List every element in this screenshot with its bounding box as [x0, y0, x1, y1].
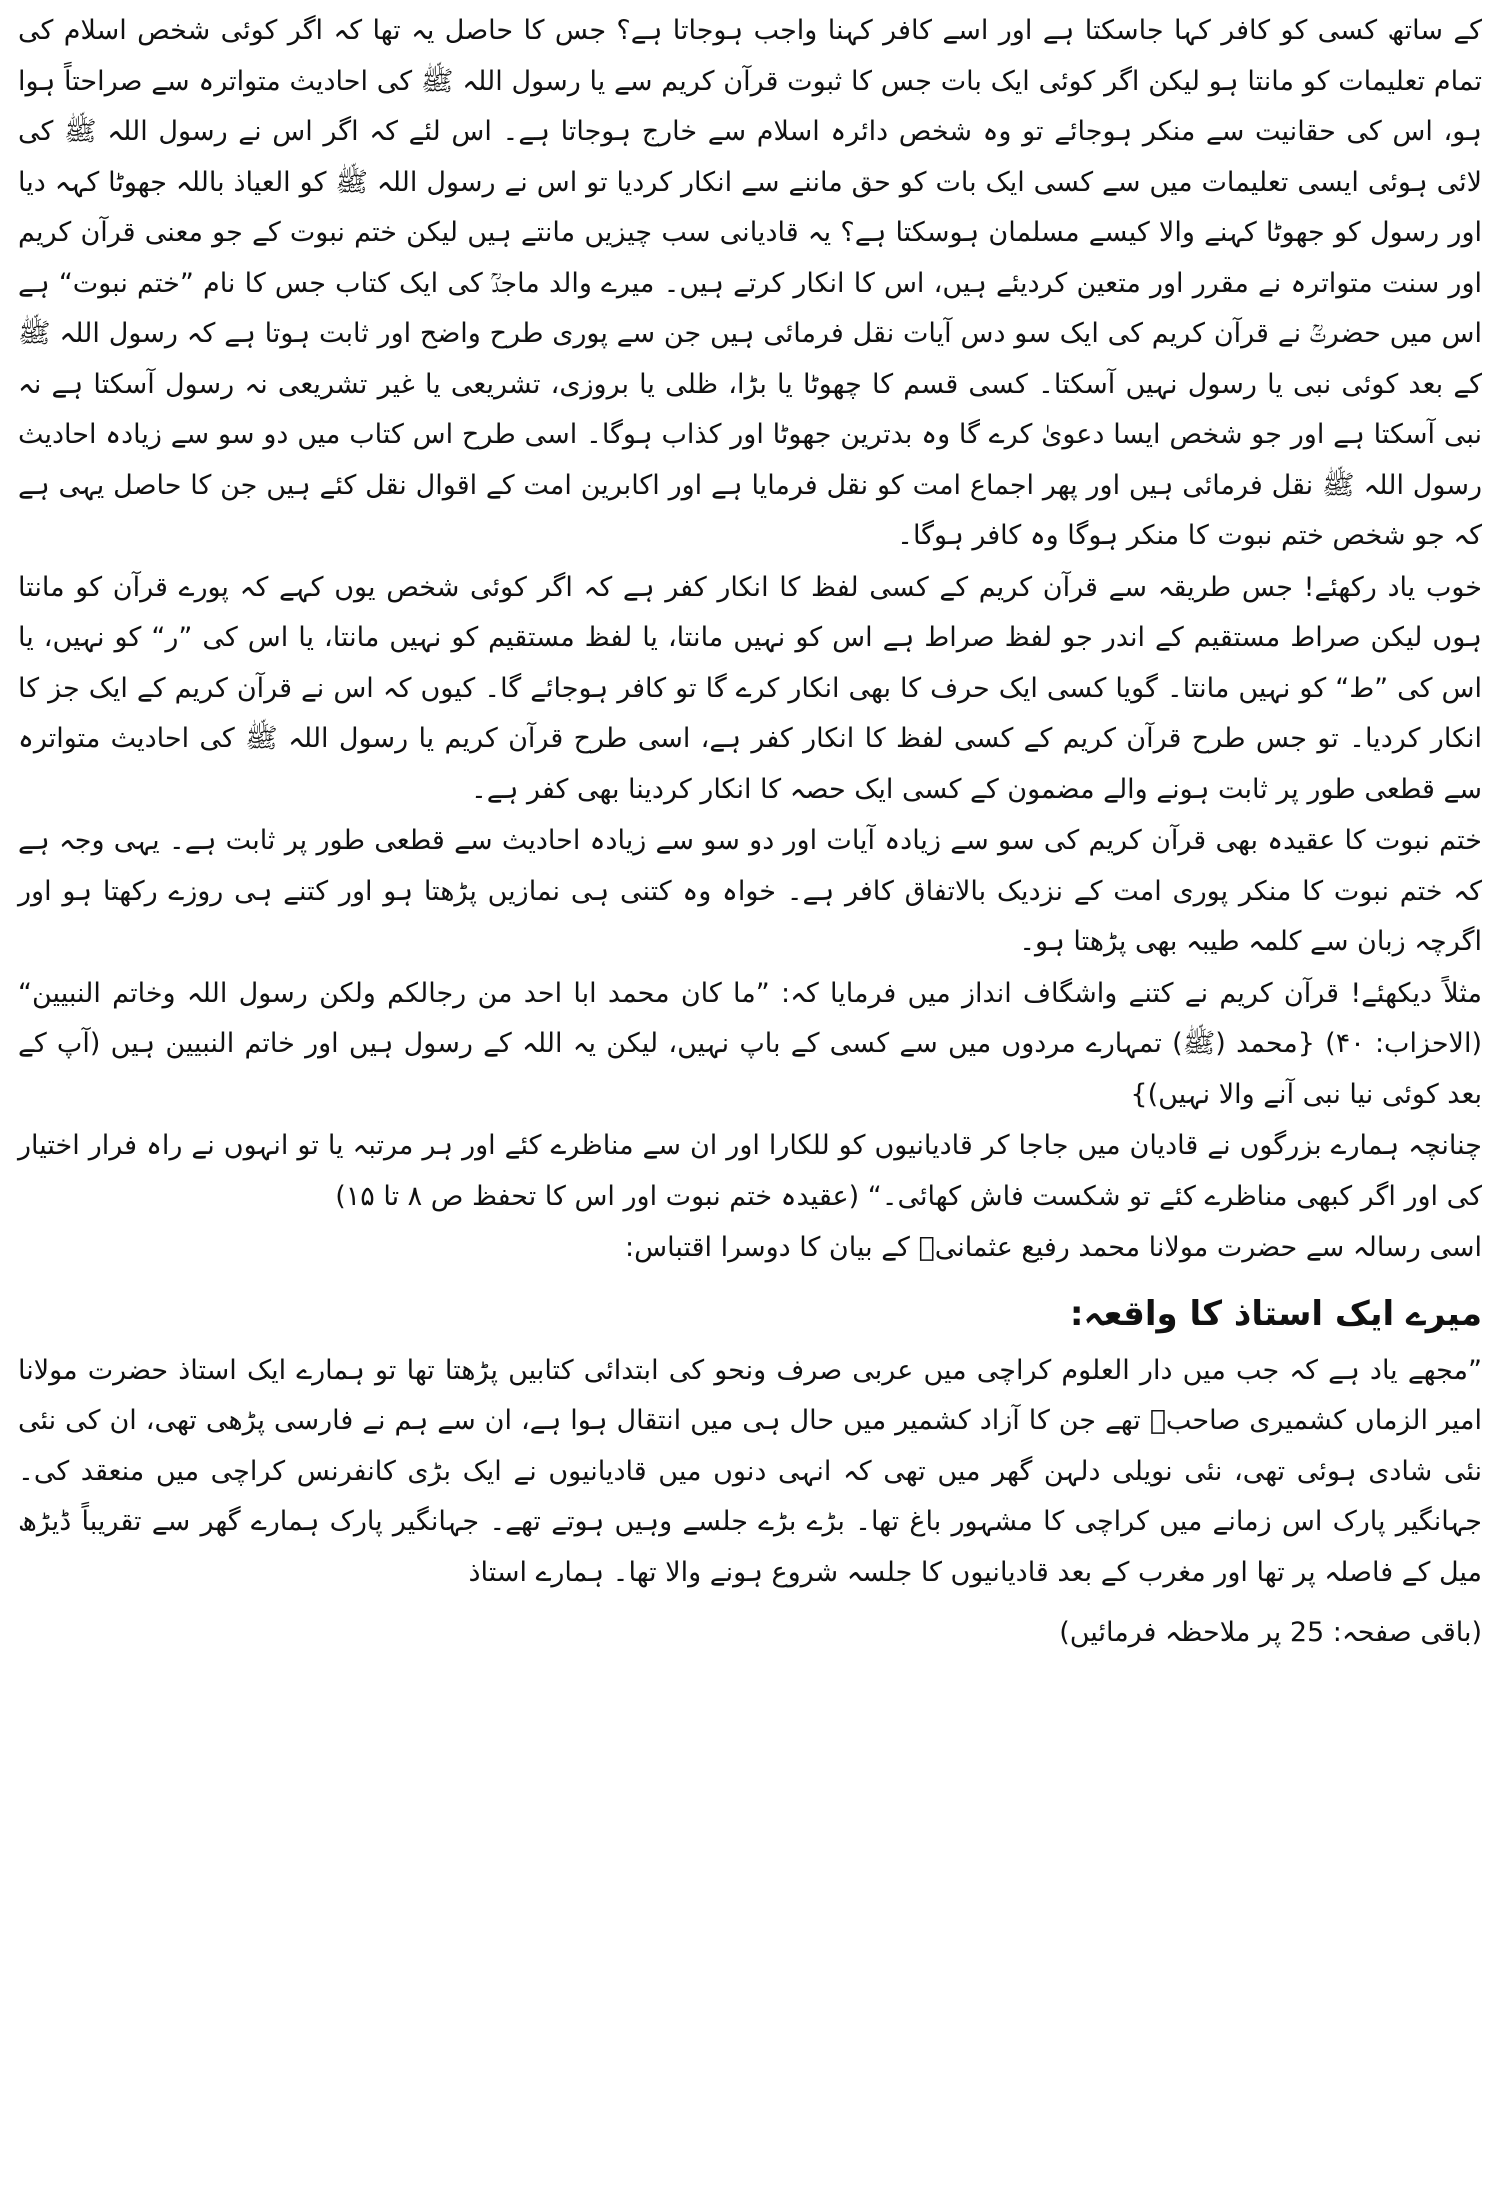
- paragraph-teacher-story: ”مجھے یاد ہے کہ جب میں دار العلوم کراچی میں عربی صرف ونحو کی ابتدائی کتابیں پڑھتا تھا تو ہمارے ایک استاذ حضرت مولانا امیر الزماں کشمیری صاحبؒ تھے جن کا آزاد کشمیر میں حال ہی میں انتقال ہوا ہے، ان سے ہم نے فارسی پڑھی تھی، ان کی نئی نئی شادی ہوئی تھی، نئی نویلی دلہن گھر میں تھی کہ انہی دنوں میں قادیانیوں نے ایک بڑی کانفرنس کراچی میں منعقد کی۔ جہانگیر پارک اس زمانے میں کراچی کا مشہور باغ تھا۔ بڑے بڑے جلسے وہیں ہوتے تھے۔ جہانگیر پارک ہمارے گھر سے تقریباً ڈیڑھ میل کے فاصلہ پر تھا اور مغرب کے بعد قادیانیوں کا جلسہ شروع ہونے والا تھا۔ ہمارے استاذ: [18, 1354, 1482, 1588]
- paragraph-debates-with-qadianis: چنانچہ ہمارے بزرگوں نے قادیان میں جاجا کر قادیانیوں کو للکارا اور ان سے مناظرے کئے اور ہر مرتبہ یا تو انہوں نے راہ فرار اختیار کی اور اگر کبھی مناظرے کئے تو شکست فاش کھائی۔“ (عقیدہ ختم نبوت اور اس کا تحفظ ص ۸ تا ۱۵): [18, 1130, 1482, 1212]
- paragraph-kufr-definition: کے ساتھ کسی کو کافر کہا جاسکتا ہے اور اسے کافر کہنا واجب ہوجاتا ہے؟ جس کا حاصل یہ تھا کہ اگر کوئی شخص اسلام کی تمام تعلیمات کو مانتا ہو لیکن اگر کوئی ایک بات جس کا ثبوت قرآن کریم سے یا رسول اللہ ﷺ کی احادیث متواترہ سے صراحتاً ہوا ہو، اس کی حقانیت سے منکر ہوجائے تو وہ شخص دائرہ اسلام سے خارج ہوجاتا ہے۔ اس لئے کہ اگر اس نے رسول اللہ ﷺ کی لائی ہوئی ایسی تعلیمات میں سے کسی ایک بات کو حق ماننے سے انکار کردیا تو اس نے رسول اللہ ﷺ کو العیاذ باللہ جھوٹا کہہ دیا اور رسول کو جھوٹا کہنے والا کیسے مسلمان ہوسکتا ہے؟ یہ قادیانی سب چیزیں مانتے ہیں لیکن ختم نبوت کے جو معنی قرآن کریم اور سنت متواترہ نے مقرر اور متعین کردیئے ہیں، اس کا انکار کرتے ہیں۔ میرے والد ماجدؒ کی ایک کتاب جس کا نام ”ختم نبوت“ ہے اس میں حضرتؒ نے قرآن کریم کی ایک سو دس آیات نقل فرمائی ہیں جن سے پوری طرح واضح اور ثابت ہوتا ہے کہ رسول اللہ ﷺ کے بعد کوئی نبی یا رسول نہیں آسکتا۔ کسی قسم کا چھوٹا یا بڑا، ظلی یا بروزی، تشریعی یا غیر تشریعی نہ رسول آسکتا ہے نہ نبی آسکتا ہے اور جو شخص ایسا دعویٰ کرے گا وہ بدترین جھوٹا اور کذاب ہوگا۔ اسی طرح اس کتاب میں دو سو سے زیادہ احادیث رسول اللہ ﷺ نقل فرمائی ہیں اور پھر اجماع امت کو نقل فرمایا ہے اور اکابرین امت کے اقوال نقل کئے ہیں جن کا حاصل یہی ہے کہ جو شخص ختم نبوت کا منکر ہوگا وہ کافر ہوگا۔: [18, 15, 1482, 551]
- section-heading: میرے ایک استاذ کا واقعہ:: [1069, 1293, 1482, 1334]
- paragraph-quran-verse-quote: مثلاً دیکھئے! قرآن کریم نے کتنے واشگاف انداز میں فرمایا کہ: ”ما کان محمد ابا احد من رجالکم ولکن رسول اللہ وخاتم النبیین“ (الاحزاب: ۴۰) {محمد (ﷺ) تمہارے مردوں میں سے کسی کے باپ نہیں، لیکن یہ اللہ کے رسول ہیں اور خاتم النبیین ہیں (آپ کے بعد کوئی نیا نبی آنے والا نہیں)}: [18, 977, 1482, 1110]
- continued-on-page-note: (باقی صفحہ: 25 پر ملاحظہ فرمائیں): [1059, 1617, 1482, 1648]
- paragraph-second-excerpt-intro: اسی رسالہ سے حضرت مولانا محمد رفیع عثمانیؒ کے بیان کا دوسرا اقتباس:: [625, 1232, 1482, 1263]
- paragraph-khatm-e-nabuwwat-belief: ختم نبوت کا عقیدہ بھی قرآن کریم کی سو سے زیادہ آیات اور دو سو سے زیادہ احادیث سے قطعی طور پر ثابت ہے۔ یہی وجہ ہے کہ ختم نبوت کا منکر پوری امت کے نزدیک بالاتفاق کافر ہے۔ خواہ وہ کتنی ہی نمازیں پڑھتا ہو اور کتنے ہی روزے رکھتا ہو اور اگرچہ زبان سے کلمہ طیبہ بھی پڑھتا ہو۔: [18, 825, 1482, 957]
- paragraph-quran-word-denial: خوب یاد رکھئے! جس طریقہ سے قرآن کریم کے کسی لفظ کا انکار کفر ہے کہ اگر کوئی شخص یوں کہے کہ پورے قرآن کو مانتا ہوں لیکن صراط مستقیم کے اندر جو لفظ صراط ہے اس کو نہیں مانتا، یا لفظ مستقیم کو نہیں مانتا، یا اس کی ”ر“ کو نہیں، یا اس کی ”ط“ کو نہیں مانتا۔ گویا کسی ایک حرف کا بھی انکار کرے گا تو کافر ہوجائے گا۔ کیوں کہ اس نے قرآن کریم کے ایک جز کا انکار کردیا۔ تو جس طرح قرآن کریم کے کسی لفظ کا انکار کفر ہے، اسی طرح قرآن کریم یا رسول اللہ ﷺ کی احادیث متواترہ سے قطعی طور پر ثابت ہونے والے مضمون کے کسی ایک حصہ کا انکار کردینا بھی کفر ہے۔: [18, 571, 1482, 805]
